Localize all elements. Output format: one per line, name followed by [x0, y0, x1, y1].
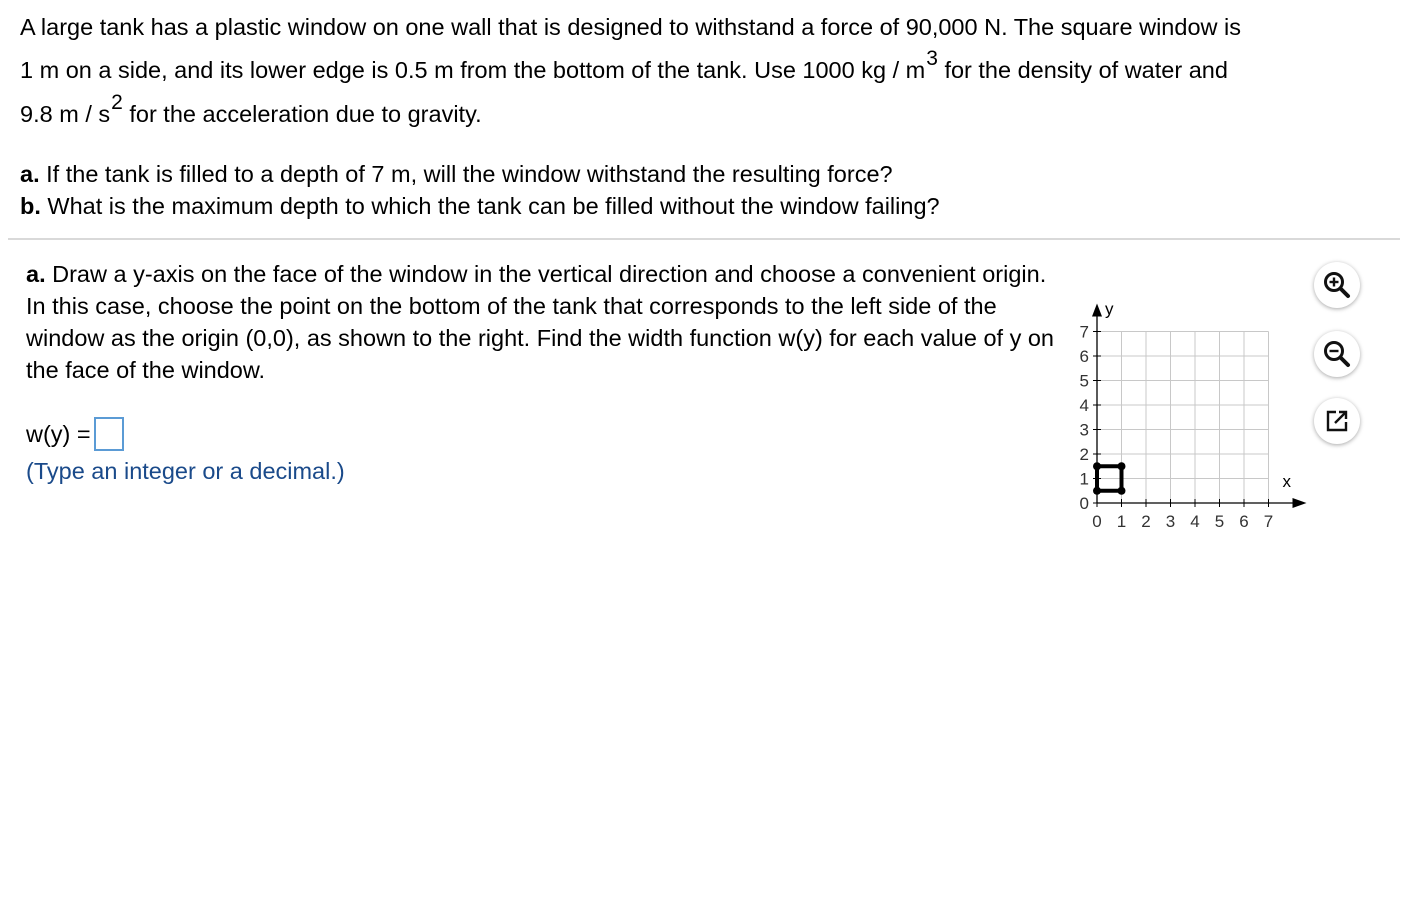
problem-line-2	[20, 47, 1228, 84]
x-tick-label: 3	[1165, 512, 1176, 531]
x-tick-label: 0	[1092, 512, 1102, 531]
window-corner-point	[1118, 462, 1126, 470]
problem-line-3-text: 9.8 m	[20, 101, 79, 127]
part-a-label: a.	[26, 261, 46, 287]
x-axis-arrow	[1293, 498, 1307, 508]
answer-row	[26, 416, 124, 452]
window-corner-point	[1118, 487, 1126, 495]
part-a-text: Draw a y-axis on the face of the window in the vertical direction and choose a convenient origin. In this case, choose the point on the bottom of the tank that corresponds to the left side of the window as the origin (0,0), as shown to the right. Find the width function w(y) for each value of y on the face of the window.	[26, 261, 1054, 383]
y-tick-label: 7	[1079, 322, 1089, 342]
window-corner-point	[1093, 487, 1101, 495]
coordinate-graph	[1062, 262, 1312, 538]
unit-s: s	[98, 101, 111, 127]
y-axis-arrow	[1092, 304, 1102, 317]
y-axis-label: y	[1105, 299, 1114, 319]
x-axis-label: x	[1282, 472, 1291, 491]
x-tick-label: 4	[1190, 512, 1200, 531]
y-tick-label: 0	[1079, 494, 1089, 513]
y-tick-label: 4	[1079, 396, 1089, 415]
slash: /	[892, 57, 900, 83]
question-a-label: a.	[20, 161, 40, 187]
x-tick-label: 5	[1214, 512, 1225, 531]
zoom-out-icon	[1322, 339, 1352, 369]
popout-button[interactable]	[1314, 398, 1360, 444]
window-corner-point	[1093, 462, 1101, 470]
problem-line-3	[20, 91, 482, 128]
problem-line-2-text: 1 m on a side, and its lower edge is 0.5 m from the bottom of the tank. Use 1000 kg	[20, 57, 887, 83]
problem-line-2-tail: for the density of water and	[944, 57, 1228, 83]
answer-input[interactable]	[94, 417, 124, 451]
section-divider	[8, 238, 1400, 240]
question-b	[20, 193, 940, 220]
y-tick-label: 6	[1079, 347, 1089, 366]
graph-axes	[1092, 304, 1307, 509]
y-tick-label: 3	[1079, 420, 1089, 440]
zoom-in-button[interactable]	[1314, 262, 1360, 308]
slash: /	[85, 101, 92, 127]
popout-icon	[1323, 407, 1351, 435]
x-tick-label: 6	[1239, 512, 1249, 531]
zoom-out-button[interactable]	[1314, 331, 1360, 377]
problem-line-1: A large tank has a plastic window on one wall that is designed to withstand a force of 90,000 N. The square window is	[20, 14, 1241, 40]
question-a-text: If the tank is filled to a depth of 7 m, will the window withstand the resulting force?	[46, 161, 893, 187]
exponent-3: 3	[926, 47, 938, 70]
x-tick-label: 2	[1141, 512, 1151, 531]
question-a	[20, 161, 893, 188]
y-tick-label: 5	[1079, 371, 1089, 391]
part-a-instructions	[26, 258, 1056, 386]
y-tick-label: 1	[1079, 469, 1089, 489]
zoom-in-icon	[1322, 270, 1352, 300]
problem-line-3-tail: for the acceleration due to gravity.	[129, 101, 482, 127]
exponent-2: 2	[111, 91, 123, 114]
question-b-label: b.	[20, 193, 41, 219]
question-b-text: What is the maximum depth to which the tank can be filled without the window failing?	[47, 193, 940, 219]
x-tick-label: 7	[1263, 512, 1274, 531]
x-tick-label: 1	[1116, 512, 1127, 531]
answer-label: w(y) =	[26, 420, 91, 447]
y-tick-label: 2	[1079, 445, 1089, 464]
answer-hint: (Type an integer or a decimal.)	[26, 458, 345, 484]
unit-m: m	[905, 57, 926, 83]
